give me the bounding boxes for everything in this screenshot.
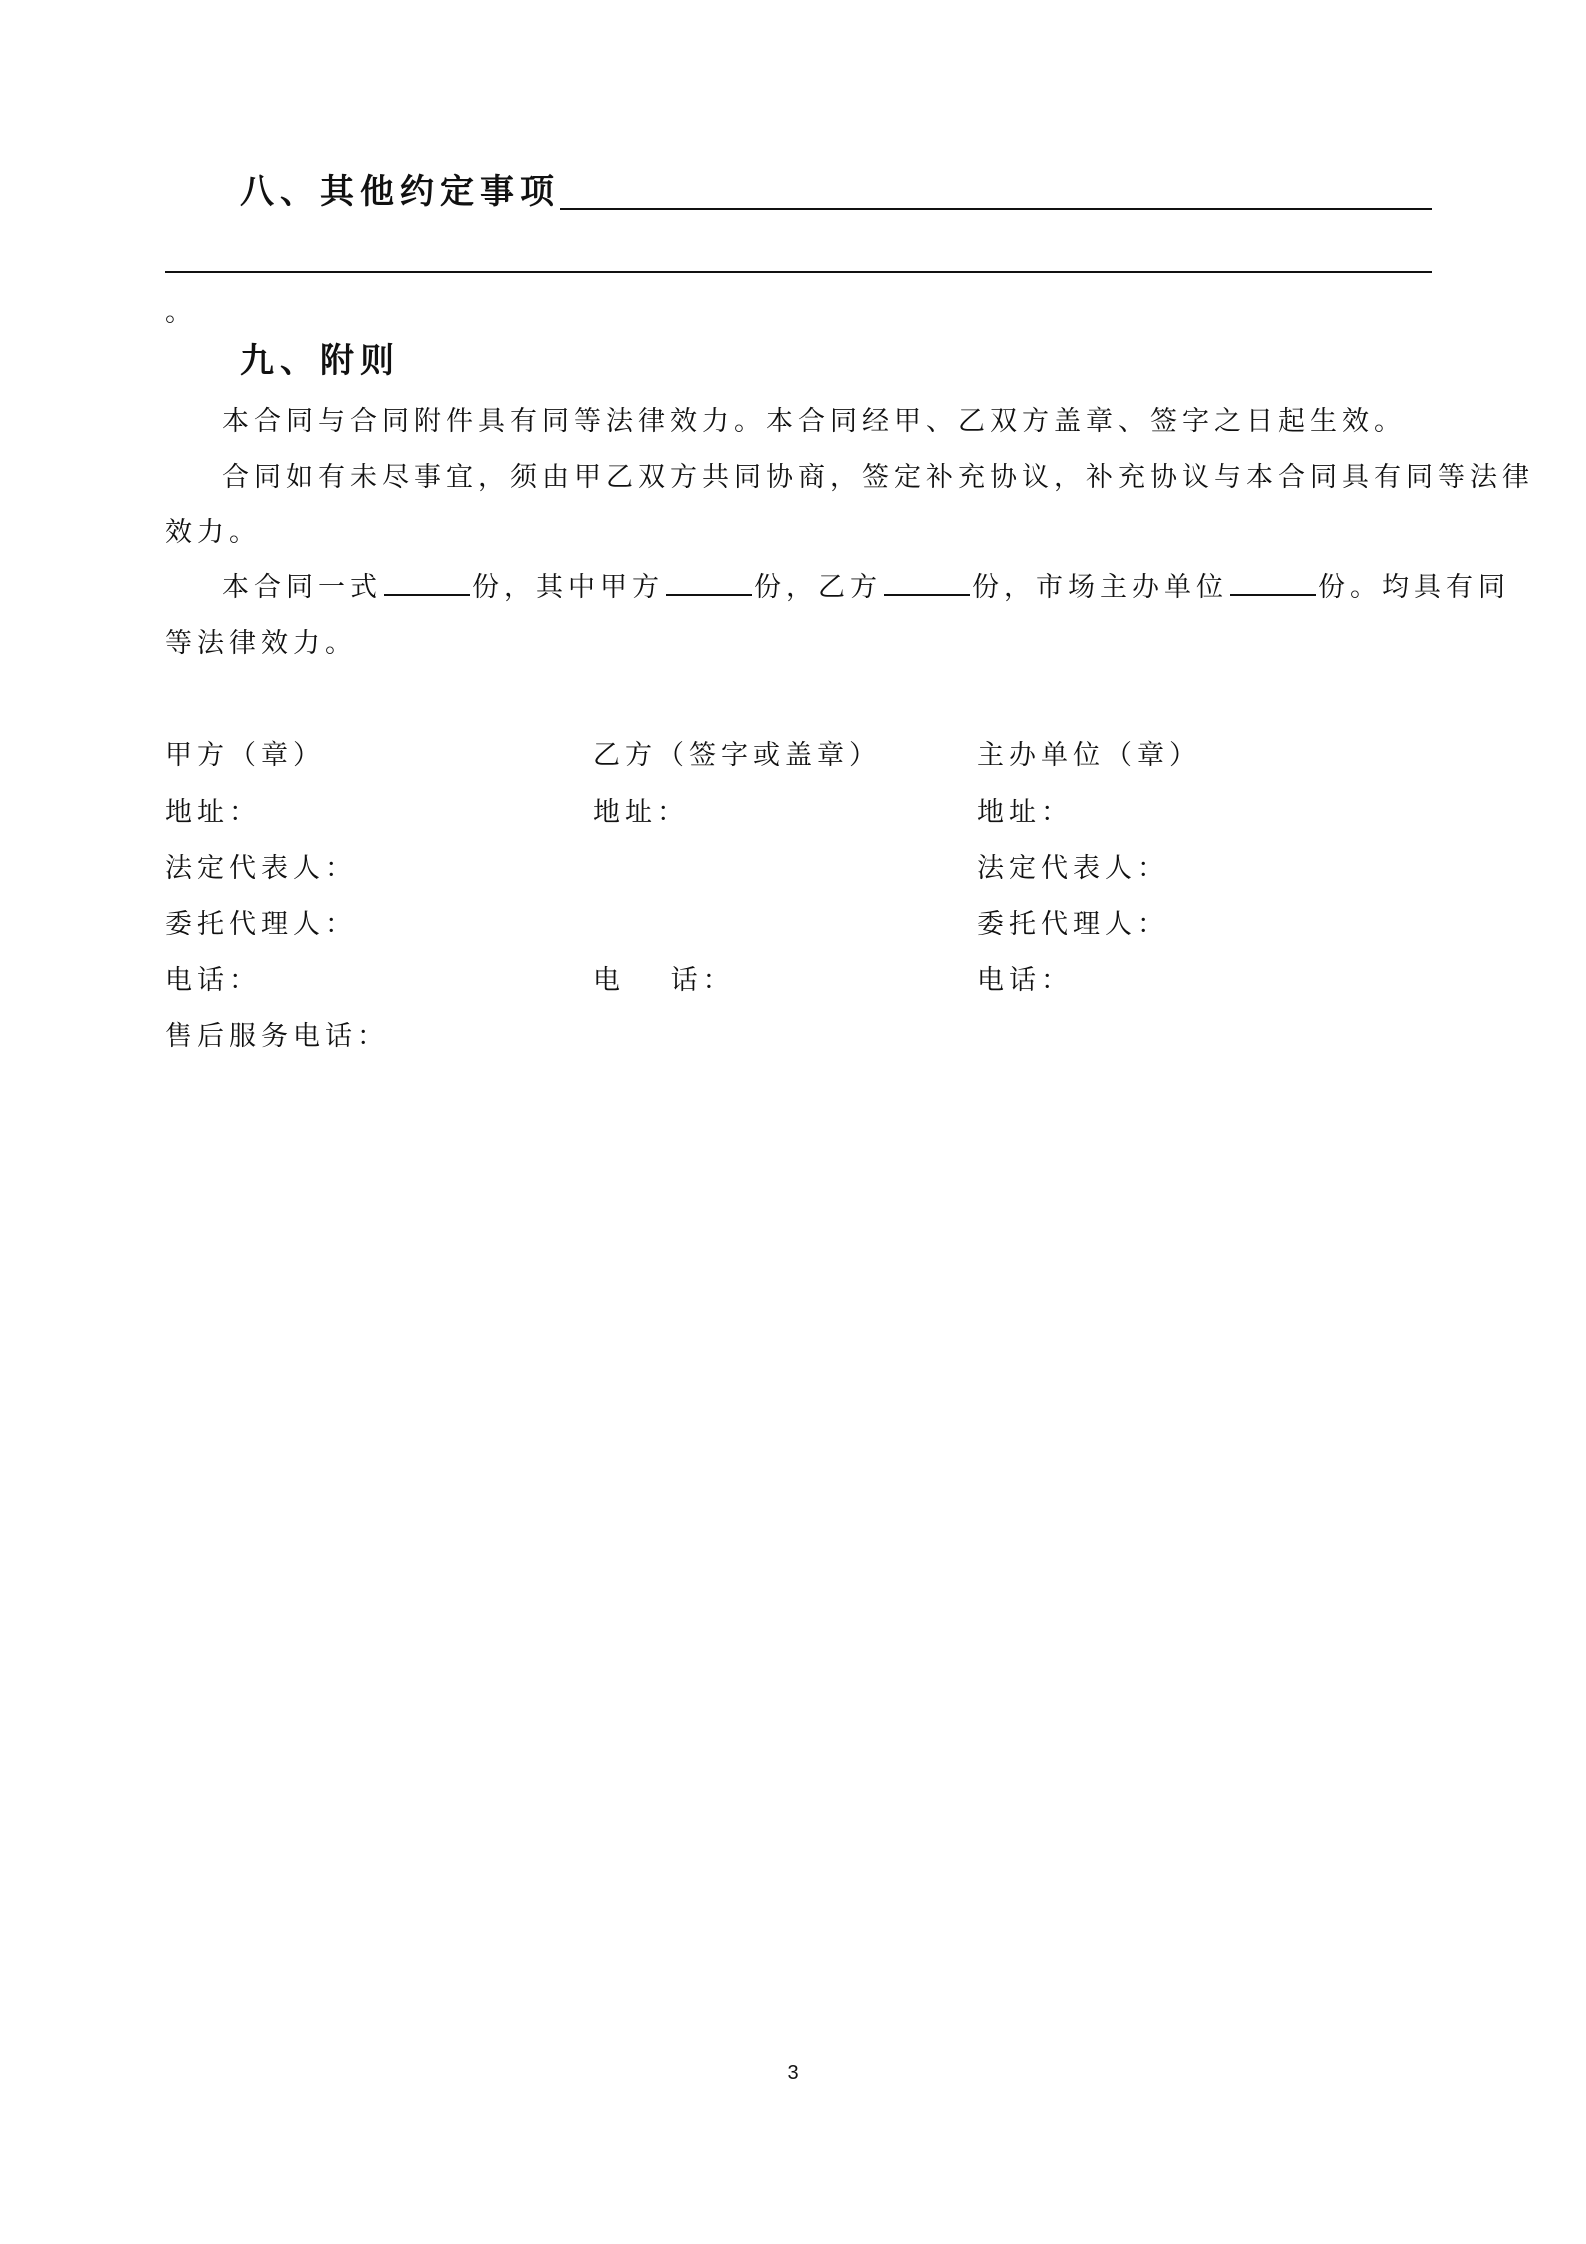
section-9-paragraph-1: 本合同与合同附件具有同等法律效力。本合同经甲、乙双方盖章、签字之日起生效。 xyxy=(222,406,1406,437)
organizer-legal-rep-label: 法定代表人： xyxy=(977,853,1169,884)
section-8-fill-line-1 xyxy=(560,208,1432,210)
section-8-fill-line-2 xyxy=(165,271,1432,273)
section-9-paragraph-3-line-2: 等法律效力。 xyxy=(165,628,357,659)
copies-text-4: 份，市场主办单位 xyxy=(972,572,1228,603)
section-9-paragraph-3-line-1 xyxy=(222,560,1510,616)
section-9-paragraph-2-line-1: 合同如有未尽事宜，须由甲乙双方共同协商，签定补充协议，补充协议与本合同具有同等法律 xyxy=(222,462,1534,493)
copies-text-2: 份，其中甲方 xyxy=(472,572,664,603)
party-b-title: 乙方（签字或盖章） xyxy=(593,740,881,771)
section-8-end-mark: 。 xyxy=(165,297,197,328)
copies-text-1: 本合同一式 xyxy=(222,572,382,603)
section-9-paragraph-2-line-2: 效力。 xyxy=(165,517,261,548)
copies-party-b-blank[interactable] xyxy=(884,570,970,596)
organizer-phone-label: 电话： xyxy=(977,965,1073,996)
copies-total-blank[interactable] xyxy=(384,570,470,596)
party-a-agent-label: 委托代理人： xyxy=(165,909,357,940)
section-9-heading: 九、附则 xyxy=(240,341,400,381)
party-b-phone-label: 电 话： xyxy=(593,965,735,996)
party-a-title: 甲方（章） xyxy=(165,740,325,771)
copies-party-a-blank[interactable] xyxy=(666,570,752,596)
organizer-title: 主办单位（章） xyxy=(977,740,1201,771)
party-a-address-label: 地址： xyxy=(165,797,261,828)
party-a-legal-rep-label: 法定代表人： xyxy=(165,853,357,884)
organizer-agent-label: 委托代理人： xyxy=(977,909,1169,940)
copies-text-3: 份，乙方 xyxy=(754,572,882,603)
copies-organizer-blank[interactable] xyxy=(1230,570,1316,596)
section-8-heading: 八、其他约定事项 xyxy=(240,172,560,212)
page-number: 3 xyxy=(787,2062,799,2084)
party-b-address-label: 地址： xyxy=(593,797,689,828)
copies-text-5: 份。均具有同 xyxy=(1318,572,1510,603)
party-a-phone-label: 电话： xyxy=(165,965,261,996)
organizer-address-label: 地址： xyxy=(977,797,1073,828)
after-sales-phone-label: 售后服务电话： xyxy=(165,1021,389,1052)
